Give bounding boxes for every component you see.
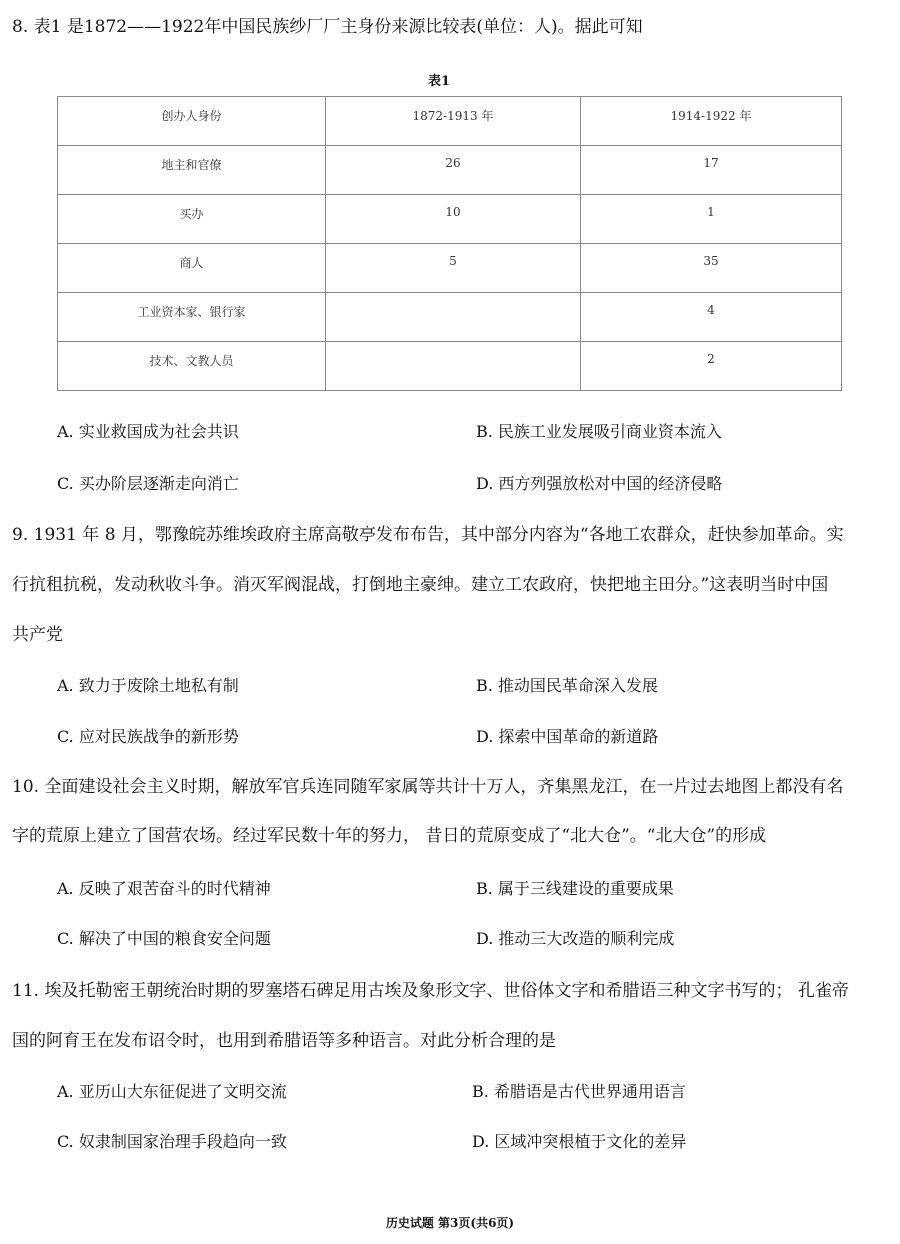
q11-option-b[interactable]: B. 希腊语是古代世界通用语言	[472, 1082, 686, 1101]
q8-option-b[interactable]: B. 民族工业发展吸引商业资本流入	[476, 422, 722, 441]
question-10-line-2: 字的荒原上建立了国营农场。经过军民数十年的努力， 昔日的荒原变成了“北大仓”。“北大仓”的形成	[12, 826, 767, 846]
factory-owner-table	[57, 96, 842, 391]
table-cell: 技术、文教人员	[58, 342, 326, 391]
table-cell: 1	[581, 195, 842, 244]
q10-option-d[interactable]: D. 推动三大改造的顺利完成	[476, 929, 675, 948]
question-9-line-1: 9. 1931 年 8 月，鄂豫皖苏维埃政府主席高敬亭发布布告，其中部分内容为“各地工农群众，赶快参加革命。实	[12, 525, 844, 545]
table-cell: 4	[581, 293, 842, 342]
q8-option-c[interactable]: C. 买办阶层逐渐走向消亡	[57, 474, 239, 493]
table-header-cell: 创办人身份	[58, 97, 326, 146]
table-cell: 26	[326, 146, 581, 195]
q9-option-c[interactable]: C. 应对民族战争的新形势	[57, 727, 239, 746]
table-cell	[326, 342, 581, 391]
table-cell: 5	[326, 244, 581, 293]
table-header-cell: 1872-1913 年	[326, 97, 581, 146]
table-cell: 地主和官僚	[58, 146, 326, 195]
q11-option-d[interactable]: D. 区域冲突根植于文化的差异	[472, 1132, 687, 1151]
table-header-row	[58, 97, 842, 146]
q11-option-a[interactable]: A. 亚历山大东征促进了文明交流	[57, 1082, 287, 1101]
table-row	[58, 244, 842, 293]
table-caption: 表1	[428, 74, 451, 89]
table-cell: 工业资本家、银行家	[58, 293, 326, 342]
table-row	[58, 342, 842, 391]
question-11-line-2: 国的阿育王在发布诏令时，也用到希腊语等多种语言。对此分析合理的是	[12, 1031, 556, 1051]
question-8-stem: 8. 表1 是1872——1922年中国民族纱厂厂主身份来源比较表(单位：人)。据此可知	[12, 17, 643, 37]
q10-option-b[interactable]: B. 属于三线建设的重要成果	[476, 879, 674, 898]
question-10-line-1: 10. 全面建设社会主义时期，解放军官兵连同随军家属等共计十万人，齐集黑龙江，在一片过去地图上都没有名	[12, 777, 844, 797]
table-row	[58, 293, 842, 342]
table-cell: 商人	[58, 244, 326, 293]
q10-option-c[interactable]: C. 解决了中国的粮食安全问题	[57, 929, 271, 948]
q11-option-c[interactable]: C. 奴隶制国家治理手段趋向一致	[57, 1132, 287, 1151]
table-row	[58, 146, 842, 195]
table-cell: 2	[581, 342, 842, 391]
q9-option-b[interactable]: B. 推动国民革命深入发展	[476, 676, 658, 695]
table-row	[58, 195, 842, 244]
q9-option-d[interactable]: D. 探索中国革命的新道路	[476, 727, 659, 746]
question-9-line-3: 共产党	[12, 625, 63, 645]
q9-option-a[interactable]: A. 致力于废除土地私有制	[57, 676, 239, 695]
q8-option-d[interactable]: D. 西方列强放松对中国的经济侵略	[476, 474, 723, 493]
question-11-line-1: 11. 埃及托勒密王朝统治时期的罗塞塔石碑足用古埃及象形文字、世俗体文字和希腊语三种文字书写的； 孔雀帝	[12, 981, 849, 1001]
q8-option-a[interactable]: A. 实业救国成为社会共识	[57, 422, 239, 441]
table-cell: 买办	[58, 195, 326, 244]
table-cell: 35	[581, 244, 842, 293]
question-9-line-2: 行抗租抗税，发动秋收斗争。消灭军阀混战，打倒地主豪绅。建立工农政府，快把地主田分。”这表明当时中国	[12, 575, 829, 595]
page-footer: 历史试题 第3页(共6页)	[385, 1216, 515, 1230]
q10-option-a[interactable]: A. 反映了艰苦奋斗的时代精神	[57, 879, 271, 898]
table-cell: 10	[326, 195, 581, 244]
table-cell: 17	[581, 146, 842, 195]
table-cell	[326, 293, 581, 342]
table-header-cell: 1914-1922 年	[581, 97, 842, 146]
